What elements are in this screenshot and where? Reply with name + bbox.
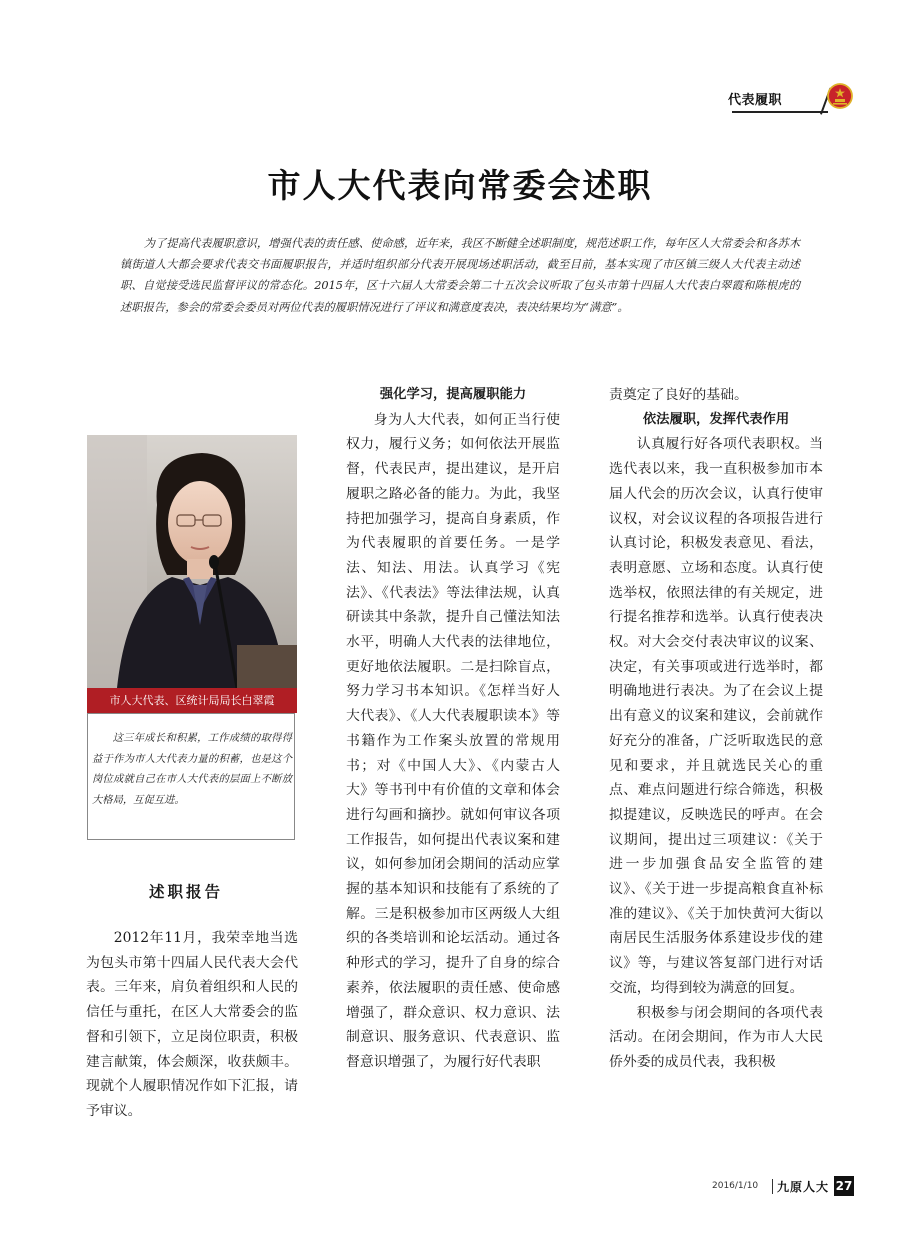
column-3 bbox=[609, 383, 823, 1075]
report-heading: 述职报告 bbox=[149, 883, 224, 901]
magazine-name: 九原人大 bbox=[777, 1180, 830, 1194]
paragraph: 积极参与闭会期间的各项代表活动。在闭会期间，作为市人大民侨外委的成员代表，我积极 bbox=[609, 1004, 823, 1070]
pull-quote: 这三年成长和积累，工作成绩的取得得益于作为市人大代表力量的积蓄，也是这个岗位成就自己在市人大代表的层面上不断放大格局，互促互进。 bbox=[92, 732, 292, 806]
paragraph: 2012年11月，我荣幸地当选为包头市第十四届人民代表大会代表。三年来，肩负着组织和人民的信任与重托，在区人大常委会的监督和引领下，立足岗位职责，积极建言献策，体会颇深，收获颇丰。现就个人履职情况作如下汇报，请予审议。 bbox=[86, 930, 298, 1119]
paragraph: 身为人大代表，如何正当行使权力，履行义务；如何依法开展监督，代表民声，提出建议，是开启履职之路必备的能力。为此，我坚持把加强学习，提高自身素质，作为代表履职的首要任务。一是学法、知法、用法。认真学习《宪法》、《代表法》等法律法规，认真研读其中条款，提升自己懂法知法水平，明确人大代表的法律地位，更好地依法履职。二是扫除盲点，努力学习书本知识。《怎样当好人大代表》、《人大代表履职读本》等书籍作为工作案头放置的常规用书；对《中国人大》、《内蒙古人大》等书刊中有价值的文章和体会进行勾画和摘抄。就如何审议各项工作报告，如何提出代表议案和建议，如何参加闭会期间的活动应掌握的基本知识和技能有了系统的了解。三是积极参加市区两级人大组织的各类培训和论坛活动。通过各种形式的学习，提升了自身的综合素养，依法履职的责任感、使命感增强了，群众意识、权力意识、法制意识、服务意识、代表意识、监督意识增强了，为履行好代表职 bbox=[346, 411, 560, 1070]
article-title: 市人大代表向常委会述职 bbox=[267, 166, 653, 205]
column-1 bbox=[86, 926, 298, 1124]
page-number: 27 bbox=[834, 1176, 854, 1196]
article-intro: 为了提高代表履职意识，增强代表的责任感、使命感，近年来，我区不断健全述职制度，规范述职工作，每年区人大常委会和各苏木镇街道人大都会要求代表交书面履职报告，并适时组织部分代表开展现场述职活动，截至目前，基本实现了市区镇三级人大代表主动述职、自觉接受选民监督评议的常态化。2015年，区十六届人大常委会第二十五次会议听取了包头市第十四届人大代表白翠霞和陈根虎的述职报告，参会的常委会委员对两位代表的履职情况进行了评议和满意度表决，表决结果均为“满意”。 bbox=[120, 237, 800, 314]
footer-separator bbox=[772, 1179, 773, 1194]
column-2 bbox=[346, 383, 560, 1075]
paragraph: 责奠定了良好的基础。 bbox=[609, 387, 748, 403]
section-heading: 依法履职，发挥代表作用 bbox=[642, 411, 790, 427]
paragraph: 认真履行好各项代表职权。当选代表以来，我一直积极参加市本届人代会的历次会议，认真行使审议权，对会议议程的各项报告进行认真讨论，积极发表意见、看法，表明意愿、立场和态度。认真行使选举权，依照法律的有关规定，进行提名推荐和选举。认真行使表决权。对大会交付表决审议的议案、决定，有关事项或进行选举时，都明确地进行表决。为了在会议上提出有意义的议案和建议，会前就作好充分的准备，广泛听取选民的意见和要求，并且就选民关心的重点、难点问题进行综合筛选，积极拟提建议，反映选民的呼声。在会议期间，提出过三项建议：《关于进一步加强食品安全监管的建议》、《关于进一步提高粮食直补标准的建议》、《关于加快黄河大街以南居民生活服务体系建设步伐的建议》等，与建议答复部门进行对话交流，均得到较为满意的回复。 bbox=[609, 436, 823, 996]
section-heading: 强化学习，提高履职能力 bbox=[379, 387, 527, 402]
photo-caption: 市人大代表、区统计局局长白翠霞 bbox=[87, 688, 297, 713]
national-emblem-icon bbox=[827, 83, 853, 109]
section-label: 代表履职 bbox=[728, 93, 783, 108]
section-rule bbox=[732, 111, 828, 113]
issue-date: 2016/1/10 bbox=[712, 1181, 759, 1191]
speaker-photo bbox=[87, 435, 297, 688]
